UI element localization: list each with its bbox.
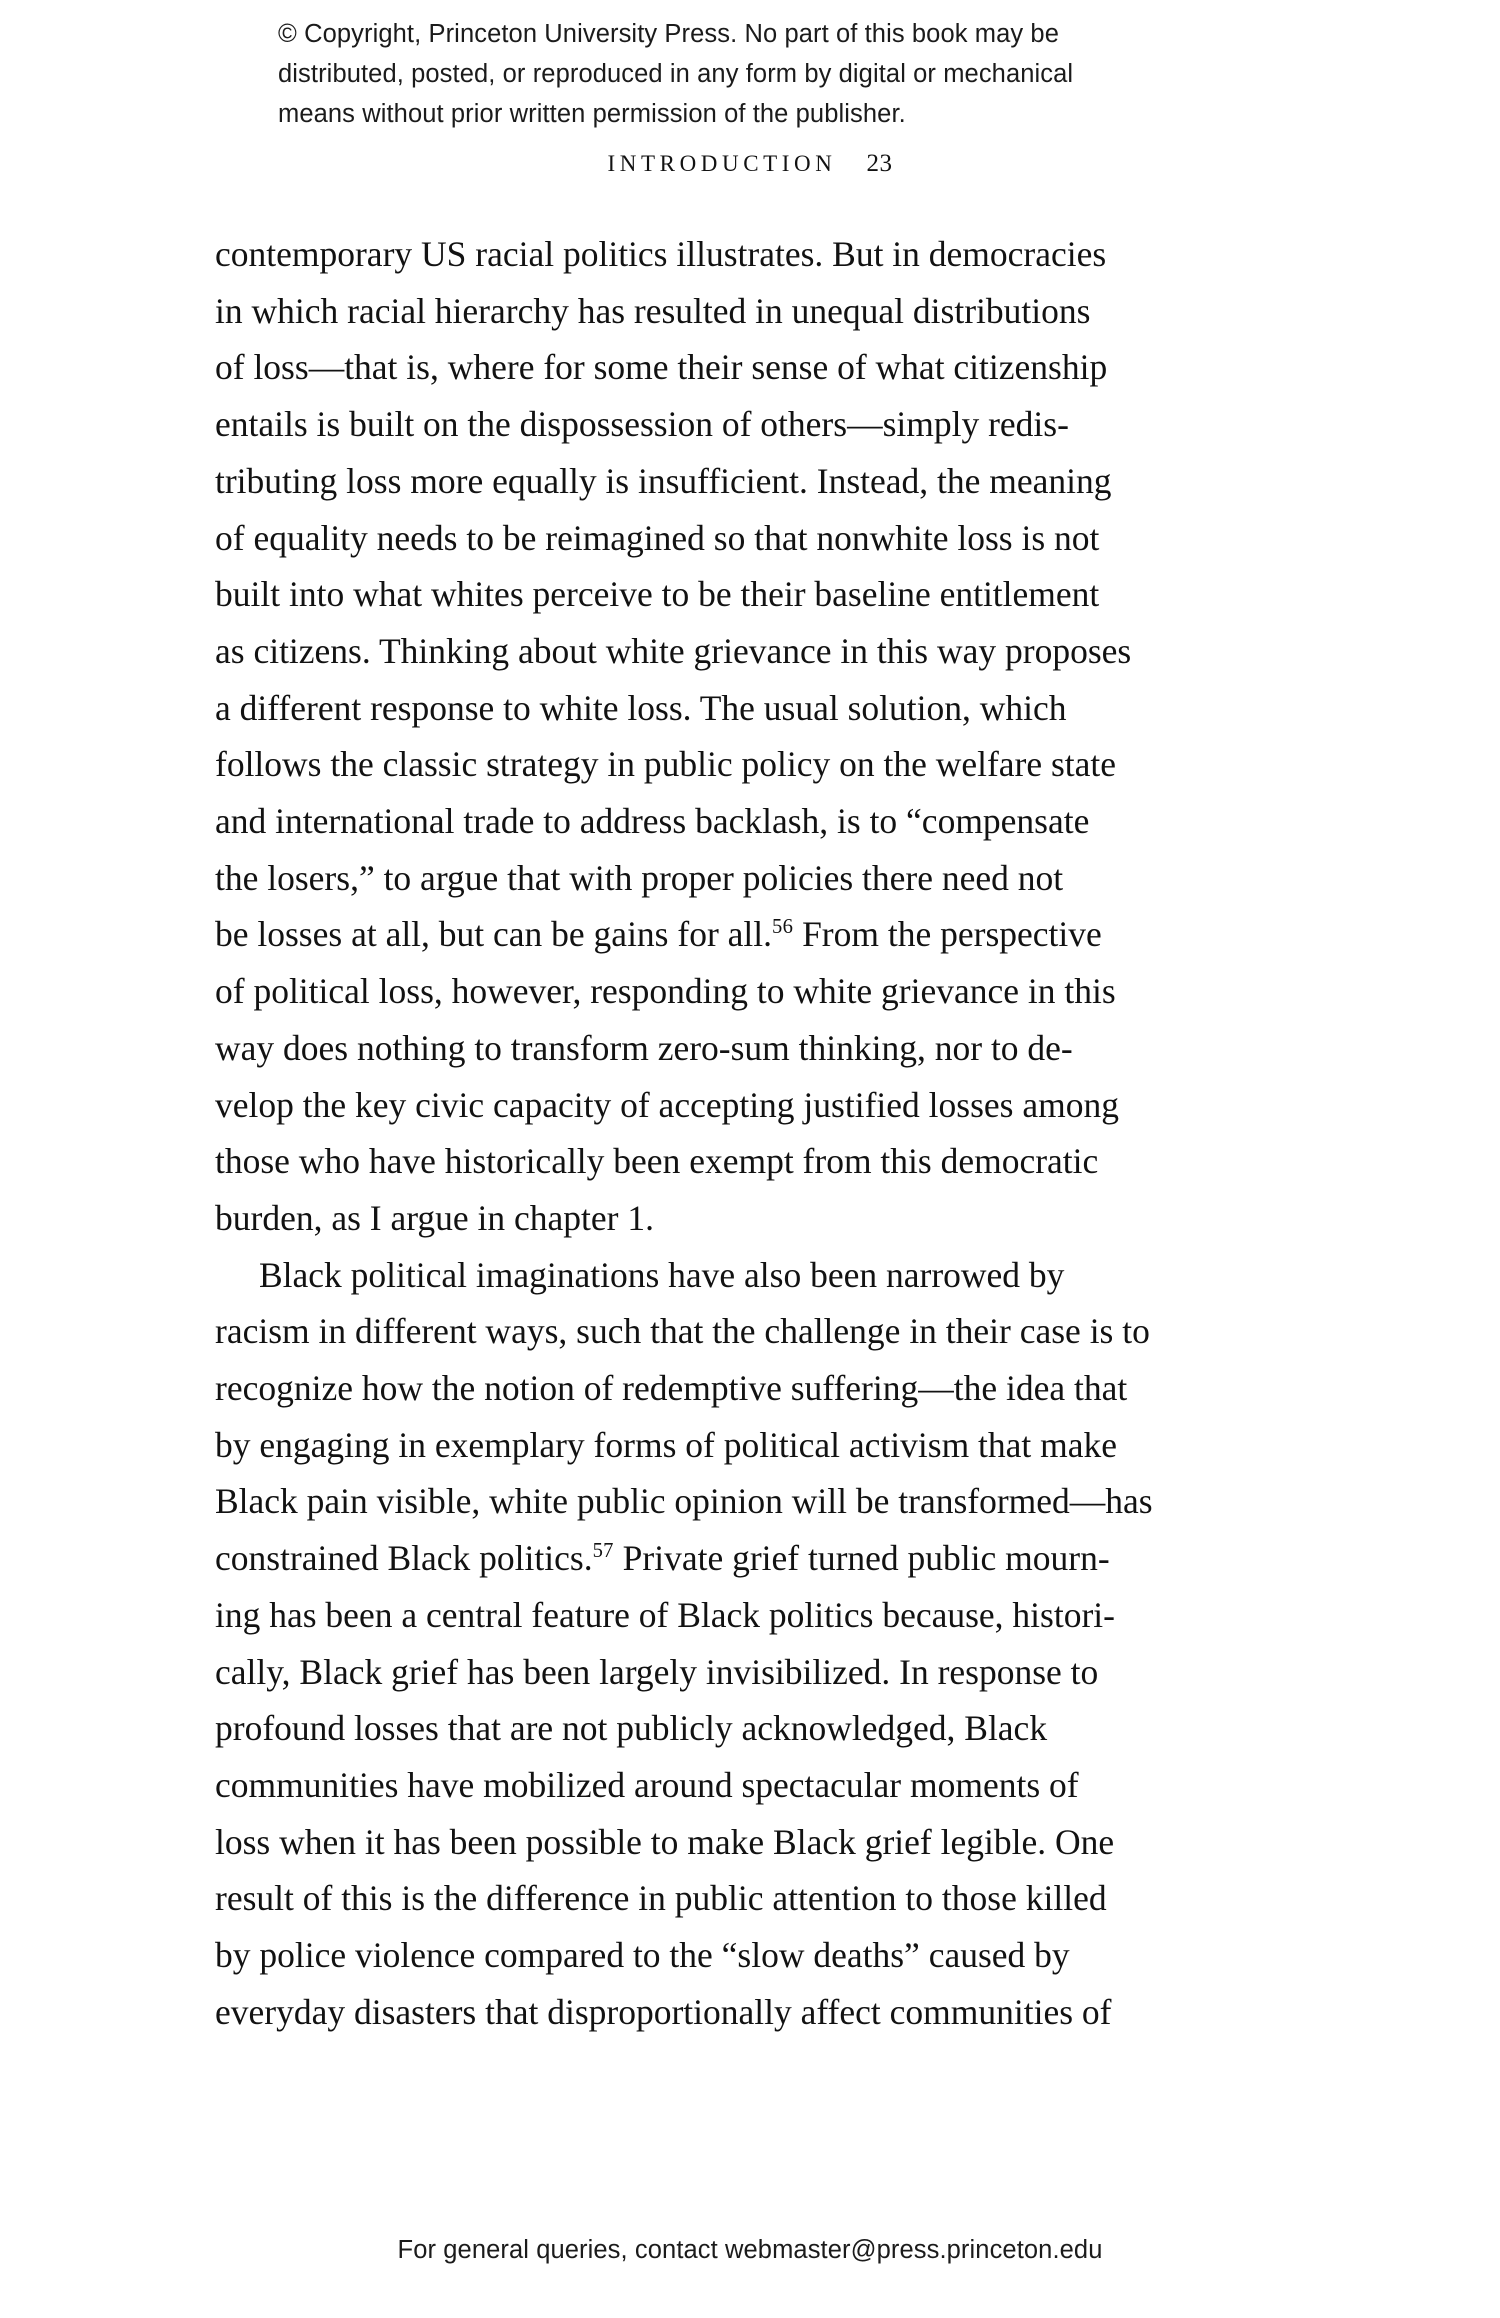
- text-line: recognize how the notion of redemptive suffering—the idea that: [215, 1368, 1128, 1409]
- text-line-with-footnote: [215, 906, 1282, 963]
- footnote-marker-56[interactable]: 56: [772, 916, 794, 939]
- text-line: loss when it has been possible to make Black grief legible. One: [215, 1821, 1115, 1862]
- text-line: those who have historically been exempt from this democratic: [215, 1141, 1099, 1182]
- copyright-notice-line-3: means without prior written permission of the publisher.: [278, 100, 906, 128]
- text-line: ing has been a central feature of Black politics because, histori-: [215, 1594, 1115, 1635]
- text-segment: be losses at all, but can be gains for all.: [215, 914, 772, 955]
- text-line: the losers,” to argue that with proper policies there need not: [215, 857, 1064, 898]
- text-line: velop the key civic capacity of accepting justified losses among: [215, 1084, 1119, 1125]
- text-line: contemporary US racial politics illustrates. But in democracies: [215, 234, 1107, 274]
- text-line: cally, Black grief has been largely invisibilized. In response to: [215, 1651, 1099, 1692]
- copyright-notice-line-2: distributed, posted, or reproduced in any form by digital or mechanical: [278, 60, 1074, 88]
- text-line: by police violence compared to the “slow deaths” caused by: [215, 1935, 1070, 1976]
- text-line: tributing loss more equally is insufficient. Instead, the meaning: [215, 460, 1112, 501]
- text-line: as citizens. Thinking about white grievance in this way proposes: [215, 630, 1132, 671]
- page-footer: [0, 2236, 1500, 2265]
- text-line: communities have mobilized around spectacular moments of: [215, 1764, 1079, 1805]
- body-text-block: [215, 226, 1282, 2041]
- text-line: of equality needs to be reimagined so that nonwhite loss is not: [215, 517, 1100, 558]
- page-number: 23: [866, 150, 893, 177]
- text-line: burden, as I argue in chapter 1.: [215, 1197, 654, 1238]
- text-line: profound losses that are not publicly acknowledged, Black: [215, 1708, 1048, 1749]
- text-segment: constrained Black politics.: [215, 1538, 593, 1579]
- paragraph-1: [215, 226, 1282, 1247]
- text-segment: From the perspective: [793, 914, 1102, 955]
- footnote-marker-57[interactable]: 57: [592, 1540, 614, 1563]
- copyright-notice-line-1: © Copyright, Princeton University Press. No part of this book may be: [278, 20, 1059, 48]
- text-line: Black pain visible, white public opinion will be transformed—has: [215, 1481, 1153, 1522]
- text-line: follows the classic strategy in public policy on the welfare state: [215, 744, 1117, 785]
- text-line: and international trade to address backlash, is to “compensate: [215, 801, 1090, 842]
- running-head-title: INTRODUCTION: [607, 151, 837, 176]
- text-line-first-indented: Black political imaginations have also been narrowed by: [259, 1254, 1065, 1295]
- text-line: a different response to white loss. The usual solution, which: [215, 687, 1067, 728]
- text-line: built into what whites perceive to be their baseline entitlement: [215, 574, 1100, 615]
- footer-contact-text: For general queries, contact webmaster@press.princeton.edu: [397, 2236, 1103, 2264]
- text-line: racism in different ways, such that the challenge in their case is to: [215, 1311, 1150, 1352]
- text-line-with-footnote: [215, 1530, 1282, 1587]
- text-line: by engaging in exemplary forms of political activism that make: [215, 1424, 1118, 1465]
- text-line: of political loss, however, responding to white grievance in this: [215, 971, 1116, 1012]
- text-line: everyday disasters that disproportionally affect communities of: [215, 1991, 1112, 2032]
- text-line: way does nothing to transform zero-sum thinking, nor to de-: [215, 1027, 1073, 1068]
- text-line: of loss—that is, where for some their sense of what citizenship: [215, 347, 1108, 388]
- text-line: entails is built on the dispossession of others—simply redis-: [215, 404, 1069, 445]
- text-segment: Private grief turned public mourn-: [613, 1538, 1110, 1579]
- text-line: result of this is the difference in public attention to those killed: [215, 1878, 1107, 1919]
- running-head: [0, 150, 1500, 178]
- copyright-notice: [278, 14, 1208, 134]
- paragraph-2: [215, 1247, 1282, 2041]
- text-line: in which racial hierarchy has resulted in unequal distributions: [215, 290, 1091, 331]
